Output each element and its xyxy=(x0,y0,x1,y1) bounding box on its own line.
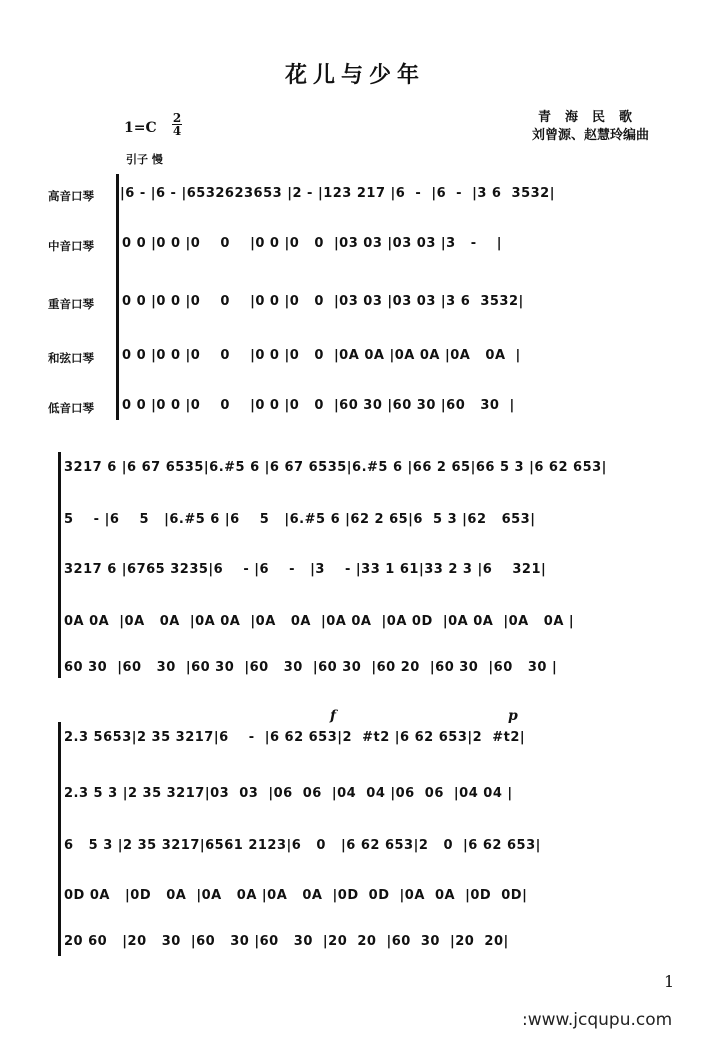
page-title: 花儿与少年 xyxy=(284,62,425,88)
page-number: 1 xyxy=(664,972,675,991)
score-row: 2.3 5653|2 35 3217|6 - |6 62 653|2 #t2 |6 62 653|2 #t2| xyxy=(64,730,526,745)
score-row: 20 60 |20 30 |60 30 |60 30 |20 20 |60 30 |20 20| xyxy=(64,934,509,949)
time-signature xyxy=(172,112,182,137)
meter-bottom: 4 xyxy=(172,124,182,138)
score-row: 0 0 |0 0 |0 0 |0 0 |0 0 |03 03 |03 03 |3 - | xyxy=(122,236,503,251)
score-row: 0A 0A |0A 0A |0A 0A |0A 0A |0A 0A |0A 0D |0A 0A |0A 0A | xyxy=(64,614,575,629)
score-row: 3217 6 |6765 3235|6 - |6 - |3 - |33 1 61|33 2 3 |6 321| xyxy=(64,562,547,577)
meter-top: 2 xyxy=(172,111,182,125)
system-2-bracket xyxy=(58,452,61,678)
instrument-label-3: 重音口琴 xyxy=(48,297,94,311)
instrument-label-5: 低音口琴 xyxy=(48,401,94,415)
score-row: 0D 0A |0D 0A |0A 0A |0A 0A |0D 0D |0A 0A |0D 0D| xyxy=(64,888,528,903)
instrument-label-2: 中音口琴 xyxy=(48,239,94,253)
score-row: 2.3 5 3 |2 35 3217|03 03 |06 06 |04 04 |06 06 |04 04 | xyxy=(64,786,513,801)
watermark: :www.jcqupu.com xyxy=(522,1010,673,1030)
score-row: 3217 6 |6 67 6535|6.#5 6 |6 67 6535|6.#5 6 |66 2 65|66 5 3 |6 62 653| xyxy=(64,460,607,475)
intro-label: 引子 慢 xyxy=(126,153,163,166)
instrument-label-1: 高音口琴 xyxy=(48,189,94,203)
score-row: 5 - |6 5 |6.#5 6 |6 5 |6.#5 6 |62 2 65|6 5 3 |62 653| xyxy=(64,512,536,527)
score-row: 6 5 3 |2 35 3217|6561 2123|6 0 |6 62 653|2 0 |6 62 653| xyxy=(64,838,541,853)
arranger-label: 刘曾源、赵慧玲编曲 xyxy=(532,128,650,143)
score-row: 0 0 |0 0 |0 0 |0 0 |0 0 |03 03 |03 03 |3 6 3532| xyxy=(122,294,524,309)
score-row: |6 - |6 - |6532623653 |2 - |123 217 |6 - |6 - |3 6 3532| xyxy=(120,186,555,201)
system-1-bracket xyxy=(116,174,119,420)
instrument-label-4: 和弦口琴 xyxy=(48,351,94,365)
score-row: 0 0 |0 0 |0 0 |0 0 |0 0 |60 30 |60 30 |60 30 | xyxy=(122,398,515,413)
origin-label: 青海民歌 xyxy=(538,110,647,125)
score-row: 60 30 |60 30 |60 30 |60 30 |60 30 |60 20 |60 30 |60 30 | xyxy=(64,660,558,675)
score-row: 0 0 |0 0 |0 0 |0 0 |0 0 |0A 0A |0A 0A |0A 0A | xyxy=(122,348,521,363)
key-signature: 1=C xyxy=(124,120,157,136)
dynamic-forte: f xyxy=(330,708,337,724)
system-3-bracket xyxy=(58,722,61,956)
dynamic-piano: p xyxy=(508,708,518,724)
